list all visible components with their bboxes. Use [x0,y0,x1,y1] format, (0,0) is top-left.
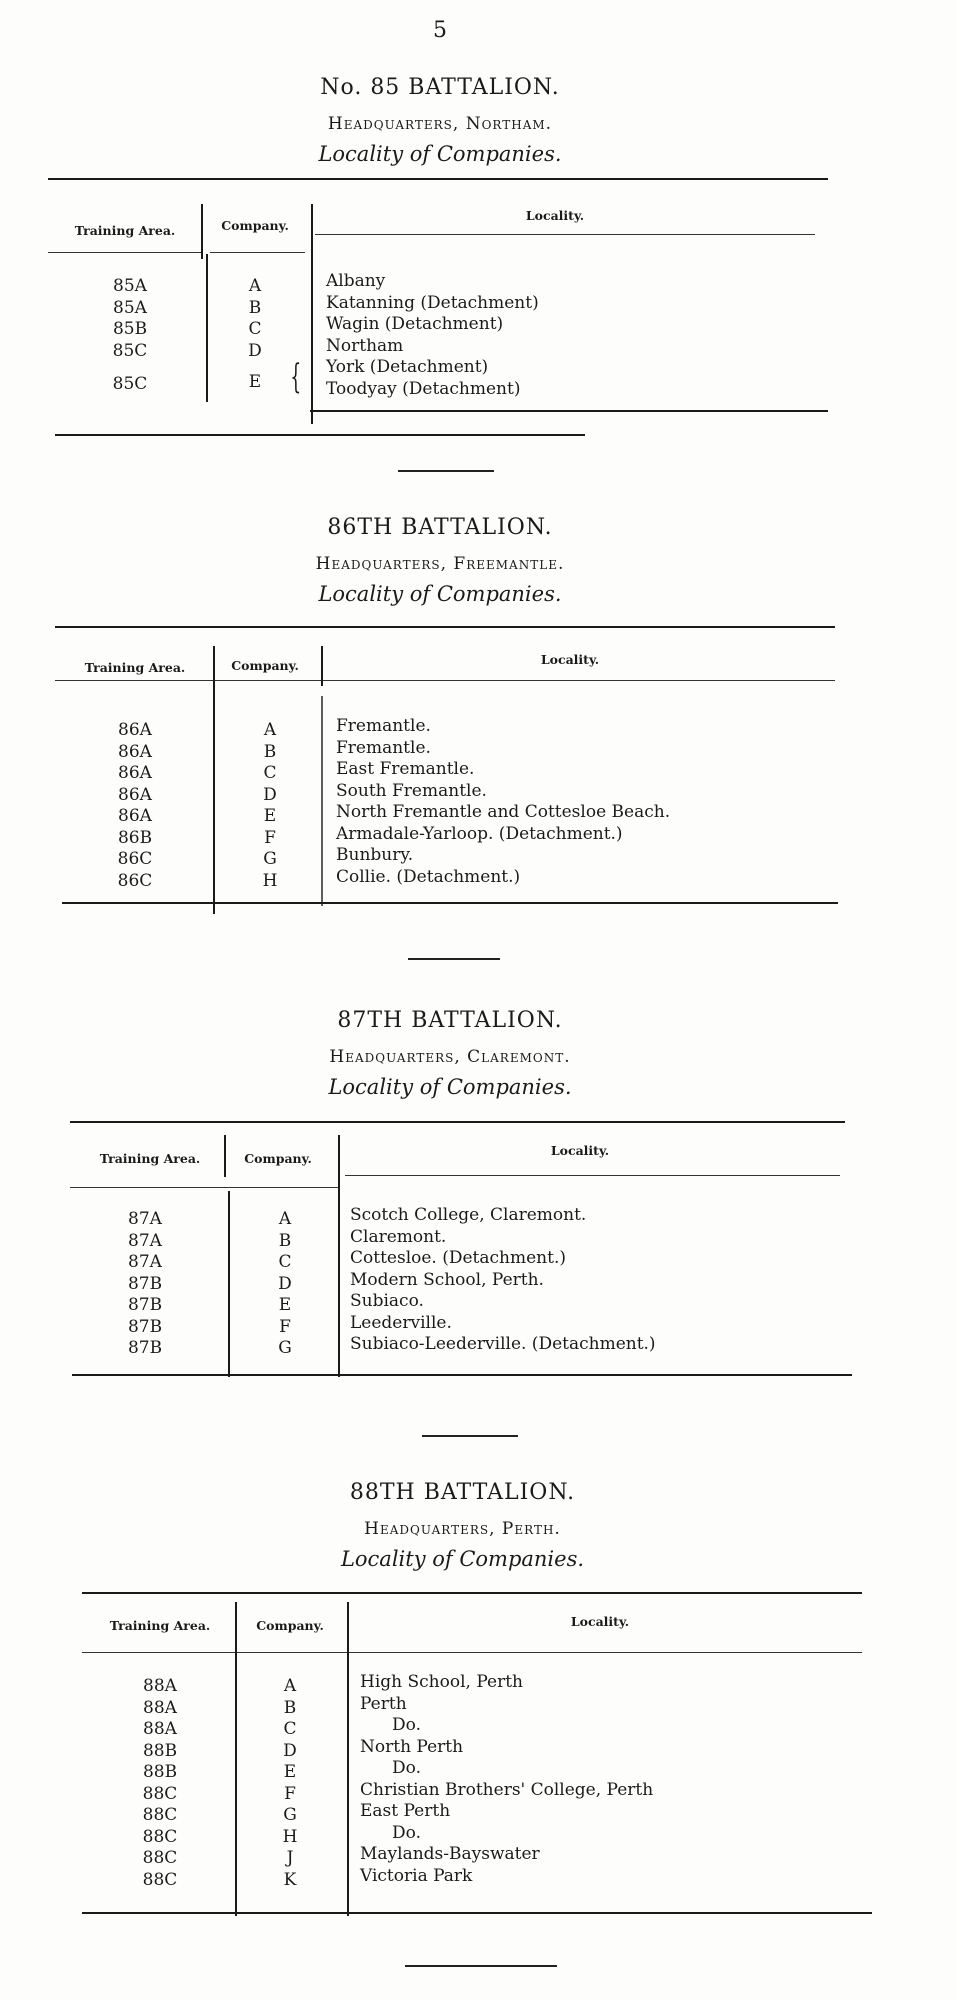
area-cell: 88A [143,1719,177,1739]
locality-cell: East Perth [360,1801,451,1821]
area-cell: 85A [113,276,147,296]
header-rule [210,252,305,253]
company-cell: A [263,720,277,740]
header-rule [315,234,815,235]
area-cell: 86A [118,720,152,740]
company-cell: B [283,1697,297,1718]
battalion-88-table [0,1592,957,1922]
area-cell: 86C [117,849,153,869]
page-number: 5 [433,18,447,43]
locality-column [350,1205,870,1356]
battalion-86-table [0,626,957,916]
battalion-title: 88TH BATTALION. [349,1480,576,1505]
headquarters: Headquarters, Northam. [327,114,553,134]
locality-subtitle: Locality of Companies. [318,142,562,166]
battalion-title: No. 85 BATTALION. [320,75,560,100]
locality-cell: Christian Brothers' College, Perth [360,1779,654,1800]
locality-cell: Do. [392,1822,421,1843]
battalion-88-section [0,1480,957,1571]
company-cell: C [263,763,277,783]
battalion-title: 86TH BATTALION. [327,515,553,540]
locality-column [336,716,856,888]
company-cell: F [264,827,276,848]
locality-cell: North Fremantle and Cottesloe Beach. [336,802,671,822]
company-cell: B [263,741,277,762]
area-cell: 88C [142,1826,178,1847]
company-cell: K [283,1869,297,1890]
table-top-rule [55,626,835,628]
area-cell: 85C [112,340,148,361]
table-top-rule [82,1592,862,1594]
company-cell: C [248,319,262,339]
area-cell: 86C [117,870,153,891]
locality-cell: Northam [326,335,404,356]
battalion-85-table [0,178,957,438]
battalion-87-section [0,1008,957,1099]
locality-cell: Toodyay (Detachment) [326,378,521,399]
area-cell: 88B [142,1740,178,1761]
header-training-area: Training Area. [109,1618,211,1633]
company-cell: H [262,870,278,891]
locality-cell: High School, Perth [360,1672,523,1692]
header-rule [48,252,203,253]
locality-cell: Modern School, Perth. [350,1269,544,1290]
header-training-area: Training Area. [84,660,186,675]
header-locality: Locality. [525,208,585,223]
locality-cell: Do. [392,1715,421,1735]
locality-cell: Do. [392,1758,421,1778]
table-bottom-rule [310,410,828,412]
locality-subtitle: Locality of Companies. [328,1075,572,1099]
company-cell: C [283,1719,297,1739]
company-column [230,720,310,892]
locality-cell: Armadale-Yarloop. (Detachment.) [336,823,623,844]
area-cell: 86A [118,784,152,805]
column-divider [228,1191,230,1377]
locality-cell: Victoria Park [360,1865,473,1886]
area-cell: 88C [142,1869,178,1890]
locality-cell: Fremantle. [336,716,431,736]
area-cell: 88C [142,1783,178,1804]
area-cell: 87A [128,1230,162,1251]
locality-column [326,271,846,400]
locality-cell: Perth [360,1693,407,1714]
locality-cell: South Fremantle. [336,780,487,801]
locality-cell: York (Detachment) [326,357,489,377]
area-cell: 85A [113,297,147,318]
headquarters: Headquarters, Perth. [364,1519,561,1539]
company-cell: F [279,1316,291,1337]
grouping-brace: { [290,357,302,397]
table-bottom-rule [72,1374,852,1376]
locality-cell: Bunbury. [336,845,414,865]
area-cell: 87B [127,1273,163,1294]
header-locality: Locality. [570,1614,630,1629]
locality-cell: East Fremantle. [336,759,475,779]
area-cell: 87A [128,1252,162,1272]
battalion-title: 87TH BATTALION. [337,1008,563,1033]
locality-cell: Cottesloe. (Detachment.) [350,1248,566,1268]
header-company: Company. [221,218,289,233]
area-cell: 87B [127,1295,163,1315]
table-bottom-rule [55,434,585,436]
locality-cell: Fremantle. [336,737,431,758]
area-cell: 85B [112,319,148,339]
locality-cell: Albany [326,271,386,291]
header-locality: Locality. [540,652,600,667]
company-cell: H [282,1826,298,1847]
area-column [85,1209,205,1360]
column-divider [311,204,313,424]
locality-cell: Subiaco. [350,1291,424,1311]
area-column [100,1676,220,1891]
header-company: Company. [256,1618,324,1633]
company-cell: G [278,1338,292,1358]
area-column [70,276,190,395]
battalion-86-section [0,515,957,606]
company-cell: D [248,340,262,361]
table-bottom-rule [82,1912,872,1914]
locality-cell: Claremont. [350,1226,447,1247]
header-training-area: Training Area. [99,1151,201,1166]
header-rule [70,1187,340,1188]
section-separator [422,1435,518,1437]
column-divider [321,696,323,906]
column-divider [235,1602,237,1916]
locality-cell: Collie. (Detachment.) [336,866,521,887]
company-column [245,1209,325,1360]
area-cell: 86A [118,741,152,762]
locality-cell: Subiaco-Leederville. (Detachment.) [350,1334,656,1354]
section-separator [405,1965,557,1967]
locality-cell: Maylands-Bayswater [360,1844,540,1864]
header-rule [345,1175,840,1176]
column-divider [206,254,208,402]
headquarters: Headquarters, Claremont. [329,1047,571,1067]
area-cell: 86A [118,806,152,826]
company-cell: F [284,1783,296,1804]
header-rule [82,1652,862,1653]
company-cell: A [248,276,262,296]
column-divider [347,1602,349,1916]
section-separator [408,958,500,960]
section-separator [398,470,494,472]
header-locality: Locality. [550,1143,610,1158]
area-column [75,720,195,892]
company-cell: B [248,297,262,318]
company-cell: D [263,784,277,805]
area-cell: 86A [118,763,152,783]
column-divider [338,1135,340,1377]
table-top-rule [48,178,828,180]
area-cell: 87B [127,1338,163,1358]
locality-subtitle: Locality of Companies. [318,582,562,606]
company-cell: E [248,371,262,392]
column-divider [213,646,215,914]
header-company: Company. [244,1151,312,1166]
table-bottom-rule [62,902,838,904]
locality-cell: Leederville. [350,1312,452,1333]
locality-cell: Scotch College, Claremont. [350,1205,587,1225]
company-cell: C [278,1252,292,1272]
company-column [250,1676,330,1891]
company-cell: D [283,1740,297,1761]
area-cell: 88C [142,1805,178,1825]
header-training-area: Training Area. [74,223,176,238]
battalion-87-table [0,1121,957,1391]
company-cell: A [283,1676,297,1696]
area-cell: 88B [142,1762,178,1782]
header-rule [55,680,835,681]
area-cell: 87B [127,1316,163,1337]
company-cell: E [278,1295,292,1315]
company-cell: D [278,1273,292,1294]
column-divider [321,646,323,686]
locality-cell: Wagin (Detachment) [326,314,504,334]
headquarters: Headquarters, Freemantle. [315,554,565,574]
area-cell: 88C [142,1848,178,1868]
area-cell: 85C [112,373,148,394]
header-company: Company. [231,658,299,673]
company-cell: B [278,1230,292,1251]
area-cell: 87A [128,1209,162,1229]
area-cell: 88A [143,1697,177,1718]
locality-cell: Katanning (Detachment) [326,292,539,313]
battalion-85-section [0,75,957,166]
area-cell: 88A [143,1676,177,1696]
area-cell: 86B [117,827,153,848]
company-cell: E [283,1762,297,1782]
company-column [215,276,295,393]
company-cell: A [278,1209,292,1229]
column-divider [224,1135,226,1177]
company-cell: G [283,1805,297,1825]
locality-subtitle: Locality of Companies. [340,1547,585,1571]
locality-cell: North Perth [360,1736,464,1757]
locality-column [360,1672,880,1887]
column-divider [201,204,203,259]
table-top-rule [70,1121,845,1123]
company-cell: J [286,1848,294,1868]
company-cell: E [263,806,277,826]
company-cell: G [263,849,277,869]
